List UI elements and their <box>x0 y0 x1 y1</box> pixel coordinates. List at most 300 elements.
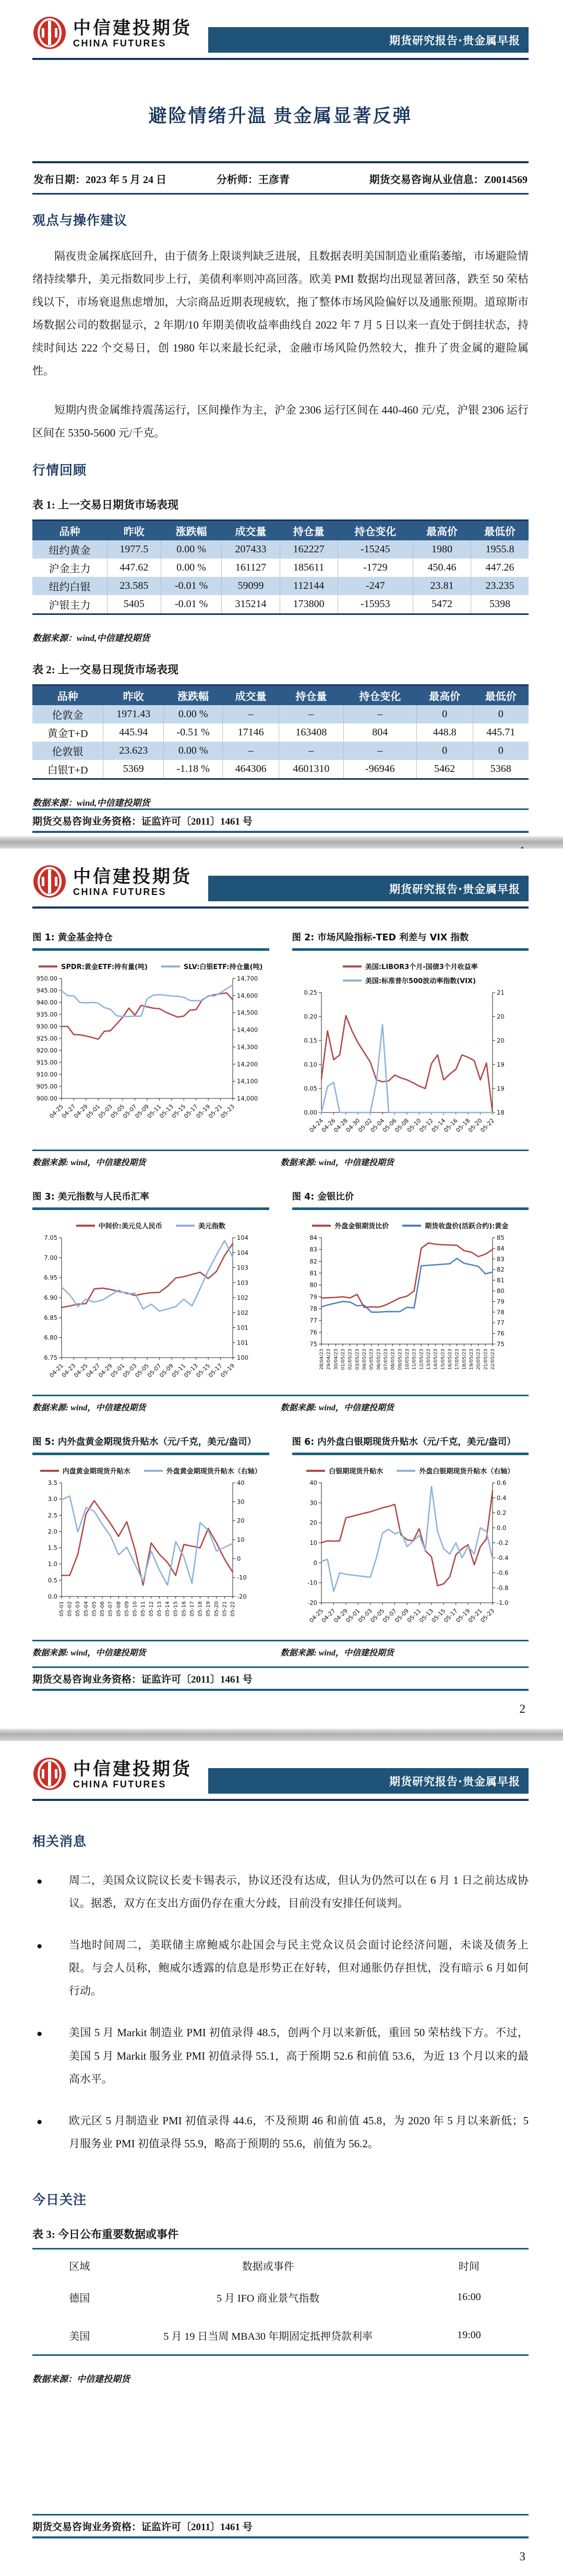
bullet-text: 欧元区 5 月制造业 PMI 初值录得 44.6，不及预期 46 和前值 45.8，为 2020 年 5 月以来新低；5 月服务业 PMI 初值录得 55.9，略高于预期的 55.6，前值为 56.2。 <box>69 2114 529 2150</box>
figure-4-chart <box>292 1232 529 1386</box>
svg-text:-20: -20 <box>307 1599 317 1606</box>
svg-text:05-11: 05-11 <box>170 1362 187 1379</box>
svg-text:05-19: 05-19 <box>195 1103 212 1120</box>
svg-text:05-20: 05-20 <box>466 1117 484 1134</box>
svg-text:05-17: 05-17 <box>442 1607 459 1624</box>
table-cell: 0.00 % <box>164 705 223 723</box>
report-page-3 <box>0 1741 563 2576</box>
figure-2-title: 图 2: 市场风险指标-TED 利差与 VIX 指数 <box>292 930 529 951</box>
column-header: 持仓量 <box>280 520 338 540</box>
svg-text:30: 30 <box>309 1499 317 1507</box>
table3-caption: 表 3: 今日公布重要数据或事件 <box>32 2228 178 2241</box>
table-cell: 伦敦银 <box>32 742 103 760</box>
svg-text:20: 20 <box>237 1517 245 1525</box>
svg-text:04-29: 04-29 <box>73 1103 89 1120</box>
section-review-heading: 行情回顾 <box>32 463 87 478</box>
fig1-svg <box>32 973 262 1124</box>
table-cell: 445.94 <box>103 723 164 742</box>
citic-logo-icon <box>32 1757 67 1794</box>
svg-text:05-17: 05-17 <box>183 1103 199 1120</box>
svg-text:3.5: 3.5 <box>47 1479 57 1486</box>
news-bullet <box>32 1869 529 1915</box>
table-cell: 17146 <box>223 723 279 742</box>
report-banner: 期货研究报告·贵金属早报 <box>208 876 529 901</box>
figure-5-chart <box>32 1478 269 1631</box>
svg-text:83: 83 <box>496 1255 505 1263</box>
svg-text:05-17: 05-17 <box>207 1362 224 1379</box>
svg-text:02/05/23: 02/05/23 <box>348 1349 353 1370</box>
report-page-1 <box>0 0 563 836</box>
table-cell: – <box>343 742 416 760</box>
table-cell: -15953 <box>338 595 413 614</box>
svg-text:04-29: 04-29 <box>97 1362 114 1379</box>
bullet-icon: ● <box>37 1941 43 1952</box>
table-cell: 19:00 <box>457 2329 481 2341</box>
column-header: 涨跌幅 <box>164 685 223 705</box>
svg-text:05/05/23: 05/05/23 <box>369 1349 375 1370</box>
legend-item <box>40 1466 130 1476</box>
svg-text:0.05: 0.05 <box>303 1085 317 1092</box>
svg-text:05-07: 05-07 <box>107 1601 114 1617</box>
legend-label: 外盘金银期货比价 <box>334 1223 389 1230</box>
svg-text:10: 10 <box>309 1539 317 1546</box>
legend-label: SLV:白银ETF:持仓量(吨) <box>183 963 263 971</box>
svg-text:05-12: 05-12 <box>148 1601 154 1617</box>
svg-text:104: 104 <box>237 1249 248 1256</box>
svg-text:05-15: 05-15 <box>430 1607 447 1624</box>
svg-text:0.15: 0.15 <box>303 1037 317 1044</box>
column-header: 成交量 <box>223 685 279 705</box>
svg-text:17/05/23: 17/05/23 <box>454 1349 460 1370</box>
legend-label: 美元指数 <box>198 1223 225 1230</box>
legend-item <box>161 961 263 971</box>
table-cell: -0.01 % <box>161 595 222 614</box>
svg-text:11/05/23: 11/05/23 <box>412 1349 417 1370</box>
figure-1-source: 数据来源: wind，中信建投期货 <box>32 1158 146 1167</box>
svg-text:05-06: 05-06 <box>100 1601 106 1617</box>
table-cell: 447.62 <box>107 559 161 577</box>
svg-text:100: 100 <box>237 1354 248 1361</box>
company-logo <box>32 16 192 53</box>
svg-text:18: 18 <box>496 1109 505 1116</box>
figure-3 <box>32 1190 269 1386</box>
svg-text:05-12: 05-12 <box>417 1117 435 1134</box>
svg-text:104: 104 <box>237 1234 248 1241</box>
futures-market-table <box>32 519 529 615</box>
svg-text:945.00: 945.00 <box>36 987 57 994</box>
table-cell: 1955.8 <box>471 540 529 559</box>
svg-text:14,100: 14,100 <box>237 1078 258 1085</box>
table-cell: 0 <box>416 705 473 723</box>
svg-text:14,600: 14,600 <box>237 991 258 999</box>
table-row <box>32 540 529 559</box>
analyst: 分析师：王彦青 <box>217 174 290 186</box>
legend-swatch <box>402 1225 421 1227</box>
svg-text:05-09: 05-09 <box>393 1607 410 1624</box>
table-cell: 5462 <box>416 760 473 779</box>
table-cell: 59099 <box>222 577 280 595</box>
svg-text:09/05/23: 09/05/23 <box>397 1349 403 1370</box>
table-cell: 沪金主力 <box>32 559 107 577</box>
svg-text:05-15: 05-15 <box>170 1103 187 1120</box>
column-header: 成交量 <box>222 520 280 540</box>
figure-row-2 <box>32 1190 529 1386</box>
company-logo <box>32 864 192 901</box>
svg-text:78: 78 <box>309 1305 317 1312</box>
svg-text:-10: -10 <box>237 1574 247 1581</box>
svg-text:2.0: 2.0 <box>47 1528 57 1535</box>
table-cell: 5398 <box>489 598 511 610</box>
fig5-svg <box>32 1478 262 1629</box>
column-header: 昨收 <box>107 520 161 540</box>
svg-text:05-02: 05-02 <box>67 1601 73 1617</box>
table-row <box>32 742 529 760</box>
svg-text:76: 76 <box>309 1328 317 1336</box>
license-info: 期货交易咨询从业信息：Z0014569 <box>369 174 528 186</box>
table2-caption: 表 2: 上一交易日现货市场表现 <box>32 663 178 676</box>
figure-5-source: 数据来源: wind，中信建投期货 <box>32 1649 146 1658</box>
news-bullet-list <box>32 1850 529 2155</box>
svg-text:05-08: 05-08 <box>116 1601 122 1617</box>
spot-market-table <box>32 684 529 780</box>
svg-text:80: 80 <box>309 1281 317 1289</box>
svg-text:915.00: 915.00 <box>36 1059 57 1066</box>
table-cell: 黄金T+D <box>32 723 103 742</box>
svg-text:04-23: 04-23 <box>60 1362 77 1379</box>
table1-caption: 表 1: 上一交易日期货市场表现 <box>32 498 178 511</box>
figure-6-source: 数据来源: wind，中信建投期货 <box>280 1649 394 1658</box>
svg-text:04-27: 04-27 <box>85 1362 102 1379</box>
table-cell: 4601310 <box>279 760 343 779</box>
page-header <box>32 849 529 909</box>
svg-text:16/05/23: 16/05/23 <box>447 1349 453 1370</box>
legend-swatch <box>40 1470 59 1472</box>
column-header: 品种 <box>32 520 107 540</box>
table-cell: 447.26 <box>485 561 514 573</box>
viewpoint-paragraph-2: 短期内贵金属维持震荡运行，区间操作为主，沪金 2306 运行区间在 440-460 元/克，沪银 2306 运行区间在 5350-5600 元/千克。 <box>32 403 529 439</box>
table-cell: 伦敦金 <box>32 705 103 723</box>
svg-text:925.00: 925.00 <box>36 1035 57 1042</box>
figure-2-legend <box>343 961 478 985</box>
svg-text:03/05/23: 03/05/23 <box>354 1349 360 1370</box>
svg-text:0.5: 0.5 <box>47 1576 57 1584</box>
figure-1-legend <box>39 961 262 971</box>
column-header: 持仓量 <box>279 685 343 705</box>
bullet-text: 周二，美国众议院议长麦卡锡表示，协议还没有达成，但认为仍然可以在 6 月 1 日之前达成协议。据悉，双方在支出方面仍存在重大分歧，目前没有安排任何谈判。 <box>69 1874 529 1910</box>
svg-text:0: 0 <box>237 1555 241 1563</box>
figure-4-legend <box>312 1220 508 1230</box>
report-banner: 期货研究报告·贵金属早报 <box>208 1768 529 1794</box>
svg-text:14/05/23: 14/05/23 <box>433 1349 439 1370</box>
svg-text:77: 77 <box>309 1316 317 1324</box>
fig4-svg <box>292 1232 522 1384</box>
table-cell: 0.00 % <box>161 540 222 559</box>
figure-1-title: 图 1: 黄金基金持仓 <box>32 930 269 951</box>
table-cell: 161127 <box>222 559 280 577</box>
column-header: 涨跌幅 <box>161 520 222 540</box>
column-header: 品种 <box>32 685 103 705</box>
legend-swatch <box>144 1470 163 1472</box>
svg-text:05-19: 05-19 <box>219 1362 236 1379</box>
svg-text:82: 82 <box>309 1257 317 1265</box>
svg-text:29/04/23: 29/04/23 <box>326 1349 332 1370</box>
svg-text:14,700: 14,700 <box>237 975 258 982</box>
table2-source: 数据来源：wind,中信建投期货 <box>32 797 150 808</box>
svg-text:14,400: 14,400 <box>237 1026 258 1034</box>
figure-3-title: 图 3: 美元指数与人民币汇率 <box>32 1190 269 1210</box>
svg-text:05-01: 05-01 <box>85 1103 102 1120</box>
report-page-2 <box>0 849 563 1728</box>
table-cell: 163408 <box>279 723 343 742</box>
table-cell: 23.235 <box>471 577 529 595</box>
svg-text:910.00: 910.00 <box>36 1071 57 1078</box>
legend-item <box>402 1220 508 1230</box>
svg-text:-0.6: -0.6 <box>496 1569 508 1577</box>
table-cell: 5405 <box>107 595 161 614</box>
svg-text:6.95: 6.95 <box>44 1274 57 1281</box>
footer-rule <box>32 2536 529 2538</box>
column-header: 最低价 <box>473 685 529 705</box>
brand-name-cn: 中信建投期货 <box>73 18 192 38</box>
svg-text:78: 78 <box>496 1308 505 1316</box>
figure-6-chart <box>292 1478 529 1631</box>
svg-text:05-03: 05-03 <box>356 1607 374 1624</box>
svg-text:19/05/23: 19/05/23 <box>469 1349 474 1370</box>
figure-3-source: 数据来源: wind，中信建投期货 <box>32 1404 146 1412</box>
svg-text:84: 84 <box>496 1244 505 1252</box>
news-bullet <box>32 2021 529 2090</box>
figure-2 <box>292 930 529 1141</box>
page-number: 2 <box>519 1702 525 1715</box>
table-header-row <box>32 2248 529 2278</box>
svg-text:04-27: 04-27 <box>60 1103 77 1120</box>
page-header <box>32 1741 529 1801</box>
svg-text:-20: -20 <box>237 1593 247 1600</box>
table-row <box>32 559 529 577</box>
svg-text:900.00: 900.00 <box>36 1095 57 1102</box>
svg-text:05-21: 05-21 <box>207 1103 224 1120</box>
svg-text:84: 84 <box>309 1234 317 1241</box>
svg-text:102: 102 <box>237 1294 248 1301</box>
svg-text:05-07: 05-07 <box>381 1607 398 1624</box>
table1-source: 数据来源：wind,中信建投期货 <box>32 633 150 643</box>
svg-text:20: 20 <box>496 1013 505 1020</box>
legend-item <box>397 1466 514 1476</box>
figure-4 <box>292 1190 529 1386</box>
table-cell: 173800 <box>280 595 338 614</box>
svg-text:935.00: 935.00 <box>36 1011 57 1018</box>
svg-text:14,300: 14,300 <box>237 1043 258 1051</box>
svg-text:75: 75 <box>496 1340 505 1348</box>
company-logo <box>32 1757 192 1794</box>
svg-text:905.00: 905.00 <box>36 1083 57 1090</box>
table-cell: 5368 <box>490 763 511 775</box>
source-rule <box>32 1395 529 1396</box>
svg-text:05-13: 05-13 <box>183 1362 199 1379</box>
svg-text:05-09: 05-09 <box>134 1103 151 1120</box>
svg-text:05-10: 05-10 <box>405 1117 423 1134</box>
svg-text:0.20: 0.20 <box>303 1013 317 1020</box>
footer-rule <box>32 831 529 833</box>
svg-text:05-07: 05-07 <box>121 1103 138 1120</box>
fig2-svg <box>292 987 522 1139</box>
svg-text:6.90: 6.90 <box>44 1294 57 1301</box>
footer-rule <box>32 1689 529 1691</box>
svg-text:6.75: 6.75 <box>44 1354 57 1361</box>
section-news-heading: 相关消息 <box>32 1835 87 1849</box>
viewpoint-paragraph-1: 隔夜贵金属探底回升，由于债务上限谈判缺乏进展，且数据表明美国制造业重陷萎缩，市场避险情绪持续攀升，美元指数同步上行，美债利率则冲高回落。欧美 PMI 数据均出现显著回落，跌至 50 荣枯线以下，市场衰退焦虑增加，大宗商品近期表现疲软，拖了整体市场风险偏好以及通胀预期。道琼斯市场数据公司的数据显示，2 年期/10 年期美债收益率曲线自 2022 年 7 月 5 日以来一直处于倒挂状态，持续时间达 222 个交易日，创 1980 年以来最长纪录，金融市场风险仍然较大，推升了贵金属的避险属性。 <box>32 250 529 378</box>
svg-text:05-10: 05-10 <box>132 1601 138 1617</box>
svg-text:81: 81 <box>309 1269 317 1277</box>
svg-text:19: 19 <box>496 1085 505 1092</box>
figure-4-source: 数据来源: wind，中信建投期货 <box>280 1404 394 1412</box>
svg-text:77: 77 <box>496 1319 505 1327</box>
svg-text:83: 83 <box>309 1245 317 1253</box>
column-header: 区域 <box>69 2260 90 2272</box>
svg-text:05-15: 05-15 <box>173 1601 179 1617</box>
legend-item <box>76 1220 162 1230</box>
svg-text:2.5: 2.5 <box>47 1511 57 1519</box>
svg-text:7.00: 7.00 <box>44 1254 57 1262</box>
svg-text:04-26: 04-26 <box>320 1117 337 1134</box>
brand-text <box>73 19 192 49</box>
svg-text:05-02: 05-02 <box>356 1117 374 1134</box>
table-cell: 23.81 <box>413 577 471 595</box>
svg-text:75: 75 <box>309 1340 317 1348</box>
svg-text:05-06: 05-06 <box>381 1117 398 1134</box>
source-rule <box>32 1150 529 1151</box>
svg-text:05-05: 05-05 <box>134 1362 151 1379</box>
svg-text:950.00: 950.00 <box>36 975 57 982</box>
table-row <box>32 577 529 595</box>
svg-text:80: 80 <box>496 1287 505 1295</box>
table-cell: 804 <box>343 723 416 742</box>
table-cell: – <box>223 742 279 760</box>
table-cell: 0.00 % <box>164 742 223 760</box>
svg-text:0.0: 0.0 <box>47 1593 57 1600</box>
svg-text:04-24: 04-24 <box>307 1117 325 1134</box>
legend-swatch <box>343 979 362 982</box>
svg-text:05-11: 05-11 <box>405 1607 423 1624</box>
svg-text:-0.4: -0.4 <box>496 1554 508 1562</box>
svg-text:6.80: 6.80 <box>44 1334 57 1341</box>
table-cell: -0.51 % <box>164 723 223 742</box>
svg-text:10: 10 <box>237 1536 245 1543</box>
table-row <box>32 2316 529 2355</box>
table-cell: 1977.5 <box>107 540 161 559</box>
svg-text:05-22: 05-22 <box>230 1601 236 1617</box>
svg-text:05-05: 05-05 <box>91 1601 98 1617</box>
brand-name-cn: 中信建投期货 <box>73 867 192 887</box>
legend-item <box>144 1466 261 1476</box>
svg-text:0.25: 0.25 <box>303 989 317 996</box>
bullet-text: 当地时间周二，美联储主席鲍威尔赴国会与民主党众议员会面讨论经济问题，未谈及债务上限。与会人员称，鲍威尔透露的信息是形势正在好转，但对通胀仍存担忧，没有暗示 6 月如何行动。 <box>69 1939 529 1998</box>
figure-3-chart <box>32 1232 269 1386</box>
svg-text:79: 79 <box>309 1293 317 1301</box>
report-title: 避险情绪升温 贵金属显著反弹 <box>148 106 413 126</box>
svg-text:05-05: 05-05 <box>109 1103 126 1120</box>
brand-name-cn: 中信建投期货 <box>73 1759 192 1779</box>
legend-item <box>306 1466 383 1476</box>
table-row <box>32 723 529 742</box>
table-cell: 315214 <box>222 595 280 614</box>
column-header: 时间 <box>458 2260 480 2272</box>
table-cell: 23.585 <box>107 577 161 595</box>
svg-text:0.00: 0.00 <box>303 1109 317 1116</box>
svg-text:14,000: 14,000 <box>237 1095 258 1102</box>
table-cell: 0.00 % <box>161 559 222 577</box>
figure-row-3 <box>32 1435 529 1631</box>
svg-text:04-25: 04-25 <box>73 1362 89 1379</box>
legend-label: 内盘黄金期现货升贴水 <box>62 1468 130 1476</box>
svg-text:102: 102 <box>237 1309 248 1316</box>
svg-text:101: 101 <box>237 1339 248 1347</box>
legend-item <box>39 961 148 971</box>
page-header <box>32 0 529 60</box>
table-cell: 0 <box>473 705 529 723</box>
svg-text:05-19: 05-19 <box>206 1601 212 1617</box>
svg-text:20: 20 <box>309 1519 317 1527</box>
table-cell: – <box>343 705 416 723</box>
figure-6-title: 图 6: 内外盘白银期现货升贴水（元/千克，美元/盎司） <box>292 1435 529 1455</box>
figure-5-legend <box>40 1466 261 1476</box>
report-banner: 期货研究报告·贵金属早报 <box>208 27 529 53</box>
table-row <box>32 595 529 614</box>
legend-label: 外盘白银期现货升贴水（右轴） <box>419 1468 514 1476</box>
table-cell: 5 月 IFO 商业景气指数 <box>217 2292 320 2304</box>
legend-label: 外盘黄金期现货升贴水（右轴） <box>166 1468 261 1476</box>
svg-text:3.0: 3.0 <box>47 1495 57 1503</box>
table-cell: -15245 <box>338 540 413 559</box>
table-cell: 185611 <box>280 559 338 577</box>
svg-text:04-25: 04-25 <box>307 1607 325 1624</box>
svg-text:20/05/23: 20/05/23 <box>476 1349 482 1370</box>
table-cell: 23.623 <box>103 742 164 760</box>
svg-text:07/05/23: 07/05/23 <box>383 1349 389 1370</box>
svg-text:01/05/23: 01/05/23 <box>340 1349 346 1370</box>
svg-text:0: 0 <box>313 1559 317 1567</box>
column-header: 最低价 <box>471 520 529 540</box>
figure-2-chart <box>292 987 529 1141</box>
svg-text:82: 82 <box>496 1266 505 1274</box>
svg-text:-0.2: -0.2 <box>496 1539 508 1546</box>
table-cell: 16:00 <box>457 2291 481 2303</box>
source-row-1 <box>32 1156 529 1168</box>
svg-text:05-07: 05-07 <box>146 1362 163 1379</box>
svg-text:05-13: 05-13 <box>157 1601 163 1617</box>
figure-2-source: 数据来源: wind，中信建投期货 <box>280 1158 394 1167</box>
figure-1 <box>32 930 269 1141</box>
svg-text:940.00: 940.00 <box>36 999 57 1006</box>
page-footer <box>32 1666 529 1716</box>
table-cell: 美国 <box>69 2330 90 2342</box>
footer-qualification: 期货交易咨询业务资格：证监许可〔2011〕1461 号 <box>32 2522 253 2533</box>
legend-item <box>343 975 476 985</box>
svg-text:05-01: 05-01 <box>59 1601 65 1617</box>
svg-text:05-14: 05-14 <box>165 1601 171 1617</box>
svg-text:1.0: 1.0 <box>47 1560 57 1568</box>
column-header: 最高价 <box>416 685 473 705</box>
publish-date: 发布日期：2023 年 5 月 24 日 <box>33 174 166 186</box>
svg-text:08/05/23: 08/05/23 <box>390 1349 396 1370</box>
brand-text <box>73 868 192 898</box>
table3-source: 数据来源：中信建投期货 <box>32 2374 130 2384</box>
table-cell: 5 月 19 日当周 MBA30 年期固定抵押贷款利率 <box>163 2330 373 2342</box>
legend-swatch <box>76 1225 95 1227</box>
section-viewpoint-heading: 观点与操作建议 <box>32 214 128 228</box>
table-row <box>32 760 529 779</box>
table-cell: -1729 <box>338 559 413 577</box>
